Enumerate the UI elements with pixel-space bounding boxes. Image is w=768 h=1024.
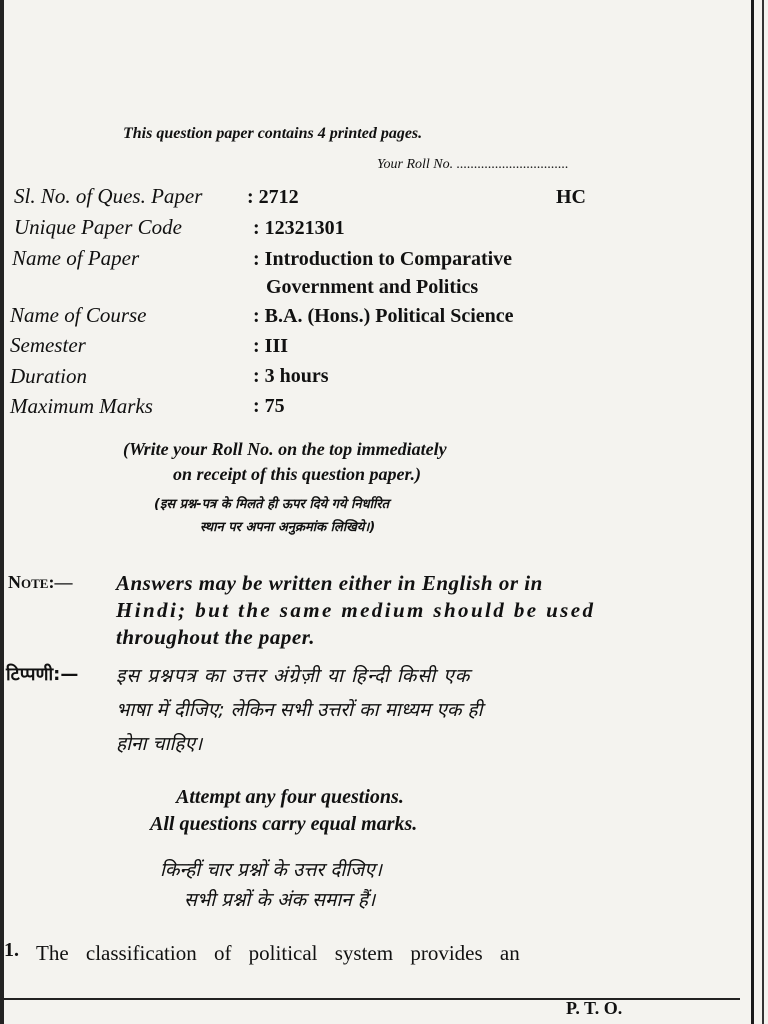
pages-note: This question paper contains 4 printed pages. [123, 125, 423, 142]
paper-tag: HC [556, 186, 586, 208]
tippani-line-1: इस प्रश्नपत्र का उत्तर अंग्रेज़ी या हिन्दी किसी एक [116, 665, 471, 687]
duration-value: : 3 hours [253, 365, 329, 387]
attempt-hi-1: किन्हीं चार प्रश्नों के उत्तर दीजिए। [160, 859, 382, 881]
note-line-3: throughout the paper. [116, 625, 315, 649]
pto-label: P. T. O. [566, 998, 623, 1018]
bottom-rule [0, 998, 740, 1000]
attempt-hi-2: सभी प्रश्नों के अंक समान हैं। [184, 889, 376, 911]
semester-value: : III [253, 335, 289, 357]
page-edge-left [0, 0, 4, 1024]
paper-name-label: Name of Paper [12, 246, 140, 270]
course-label: Name of Course [10, 303, 147, 327]
max-marks-label: Maximum Marks [10, 394, 153, 418]
question-1-text: The classification of political system provides an [36, 941, 520, 965]
paper-name-value: : Introduction to Comparative [253, 248, 513, 270]
tippani-line-3: होना चाहिए। [116, 733, 203, 755]
semester-label: Semester [10, 333, 86, 357]
note-label: Note:— [8, 572, 73, 592]
attempt-en-2: All questions carry equal marks. [150, 813, 418, 835]
note-line-1: Answers may be written either in English or in [116, 571, 543, 595]
attempt-en-1: Attempt any four questions. [176, 786, 404, 808]
duration-label: Duration [10, 364, 88, 388]
roll-number-field: Your Roll No. ................................ [377, 157, 569, 172]
max-marks-value: : 75 [253, 395, 285, 417]
unique-code-label: Unique Paper Code [14, 215, 182, 239]
question-1-number: 1. [4, 939, 19, 961]
roll-instruction-en-2: on receipt of this question paper.) [173, 464, 422, 484]
page-edge-right [751, 0, 754, 1024]
note-line-2: Hindi; but the same medium should be used [116, 598, 596, 622]
page-edge-right-outer [762, 0, 764, 1024]
sl-no-label: Sl. No. of Ques. Paper [14, 184, 203, 208]
roll-instruction-hi-2: स्थान पर अपना अनुक्रमांक लिखिये।) [200, 520, 376, 535]
unique-code-value: : 12321301 [253, 217, 345, 239]
tippani-label: टिप्पणी:— [6, 664, 79, 685]
paper-name-value-cont: Government and Politics [266, 276, 479, 298]
sl-no-value: : 2712 [247, 186, 299, 208]
roll-instruction-hi-1: (इस प्रश्न-पत्र के मिलते ही ऊपर दिये गये निर्धारित [154, 497, 390, 512]
roll-instruction-en-1: (Write your Roll No. on the top immediately [123, 439, 447, 459]
course-value: : B.A. (Hons.) Political Science [253, 305, 514, 327]
tippani-line-2: भाषा में दीजिए; लेकिन सभी उत्तरों का माध्यम एक ही [116, 699, 483, 721]
